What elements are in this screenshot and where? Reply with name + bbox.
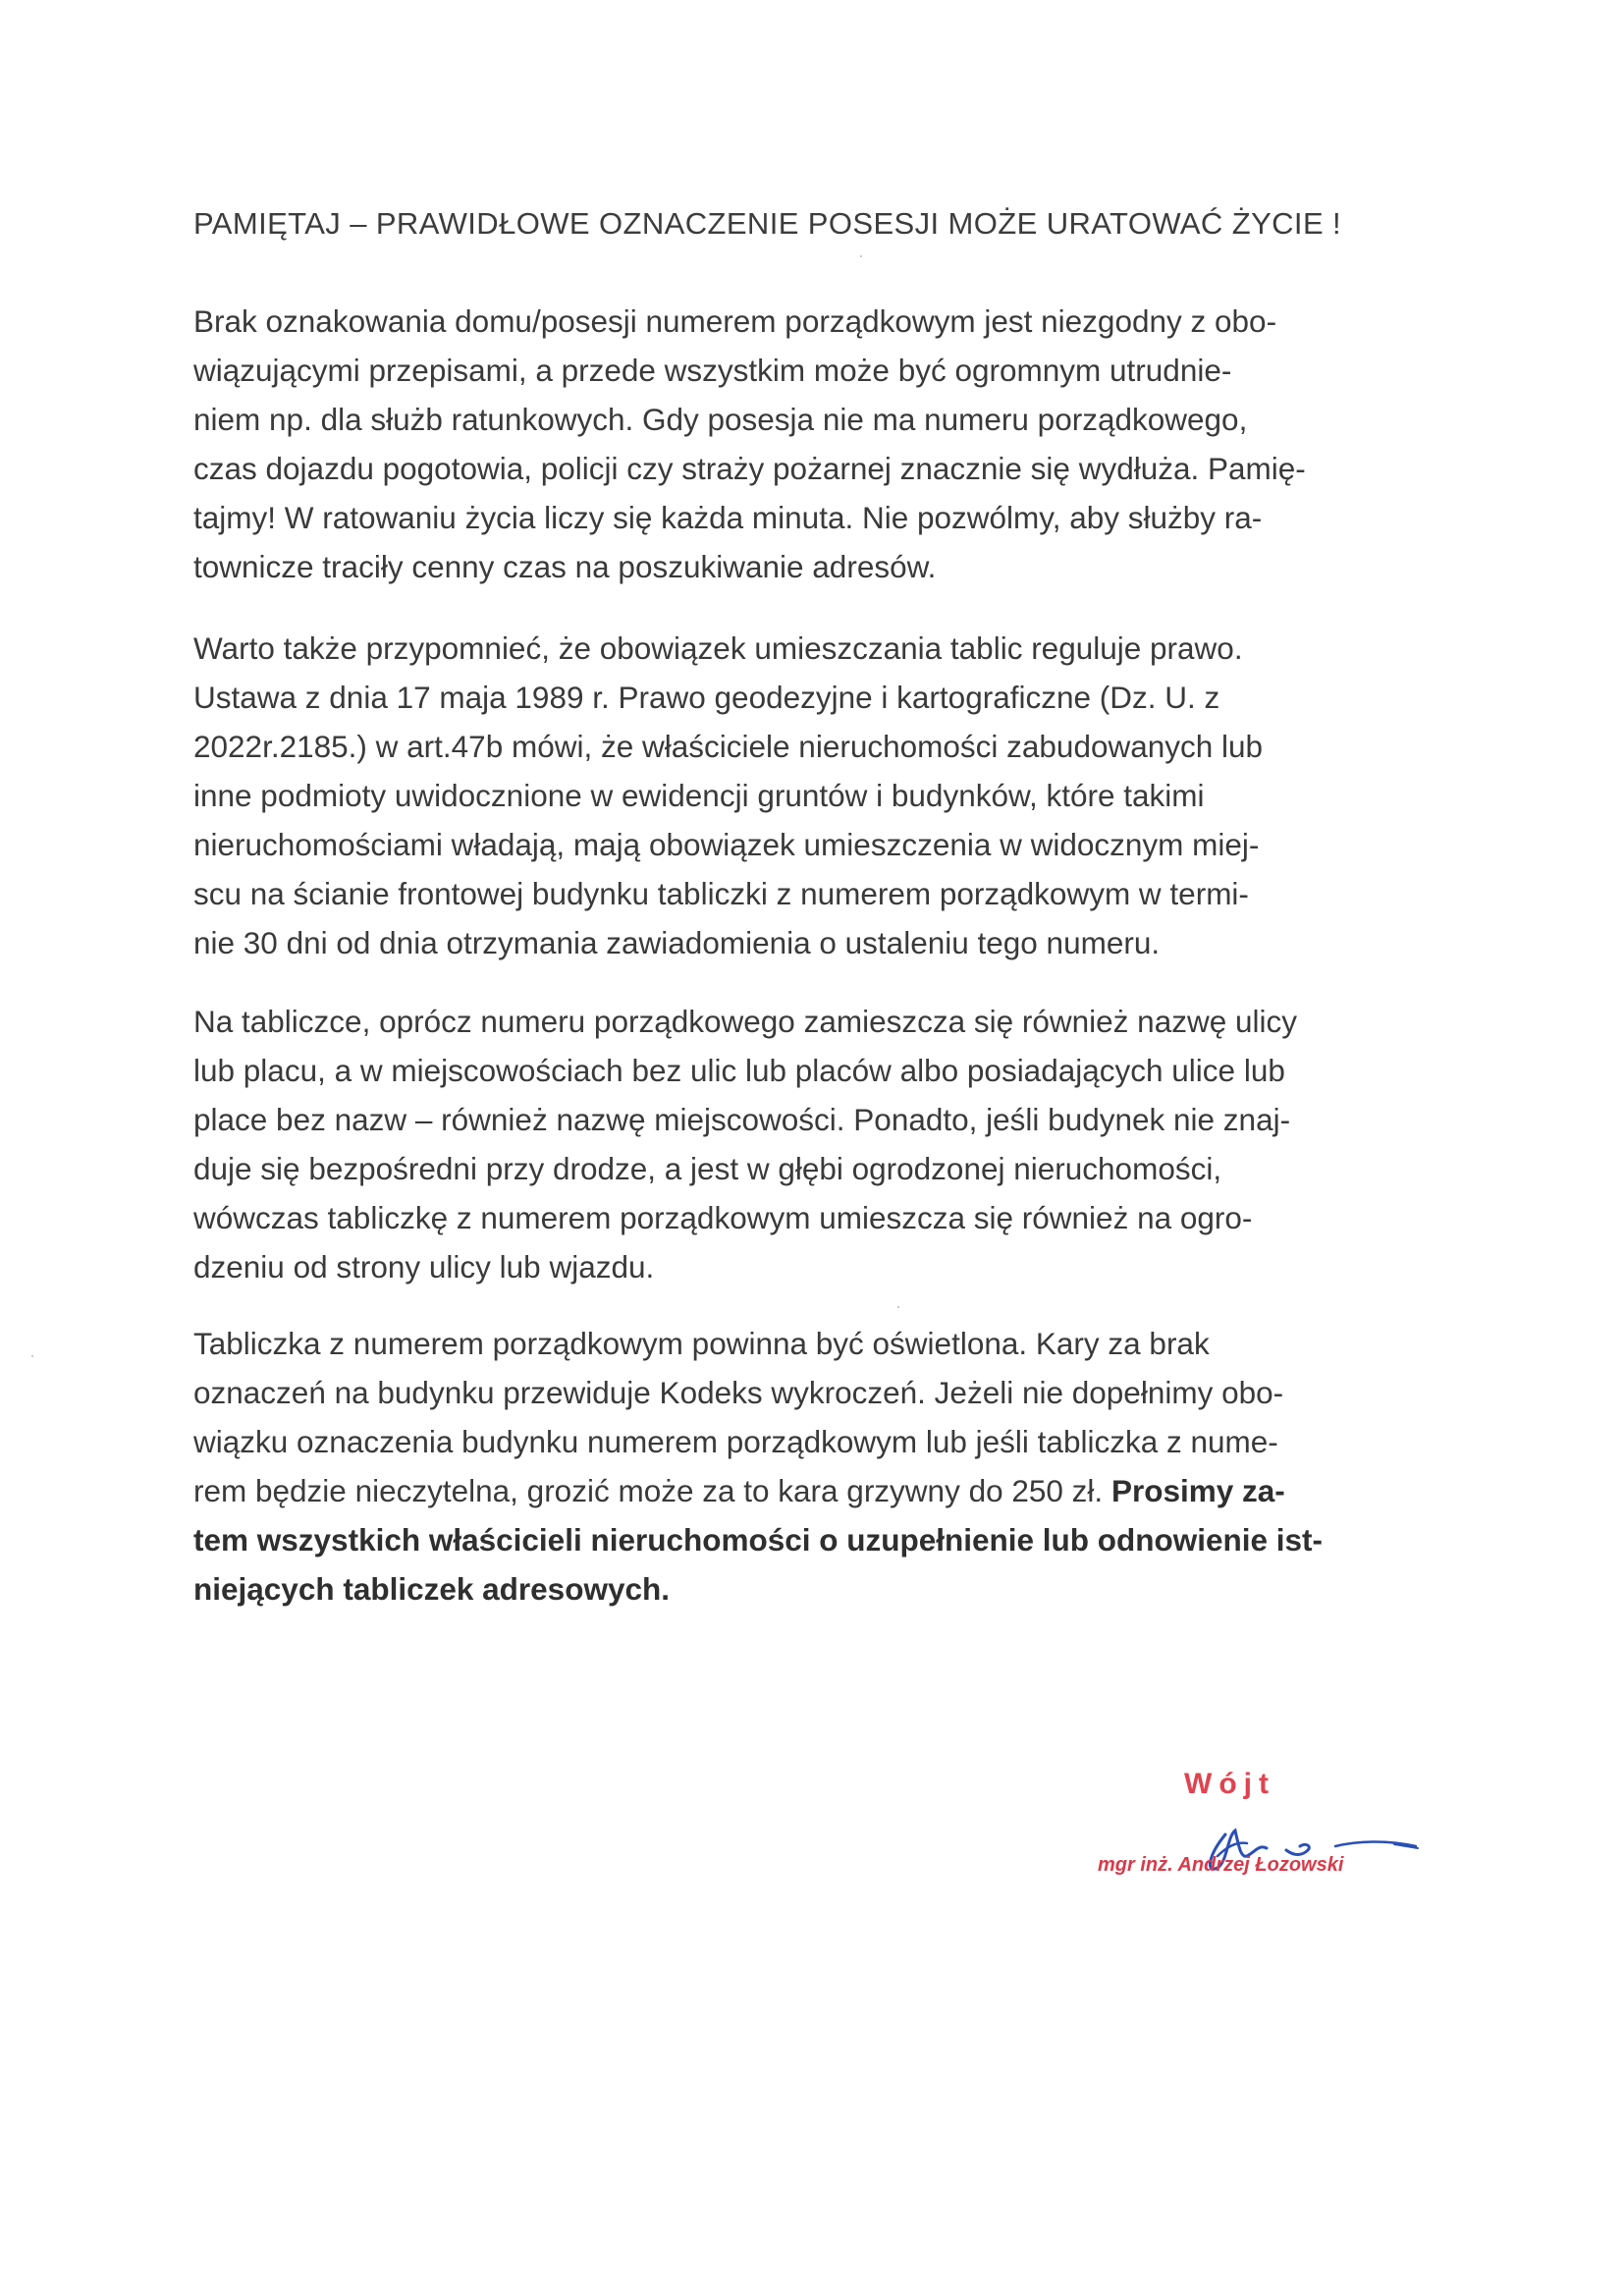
paragraph-3 [193,997,1431,1291]
paragraph-1 [193,297,1431,591]
paragraph-line: wówczas tabliczkę z numerem porządkowym umieszcza się również na ogro- [193,1200,1253,1235]
paragraph-line: inne podmioty uwidocznione w ewidencji gruntów i budynków, które takimi [193,778,1205,813]
paragraph-line: townicze traciły cenny czas na poszukiwanie adresów. [193,549,937,584]
paragraph-line: Warto także przypomnieć, że obowiązek umieszczania tablic reguluje prawo. [193,630,1243,666]
paragraph-line: Ustawa z dnia 17 maja 1989 r. Prawo geodezyjne i kartograficzne (Dz. U. z [193,680,1220,715]
paragraph-line: Na tabliczce, oprócz numeru porządkowego zamieszcza się również nazwę ulicy [193,1004,1298,1039]
paragraph-line: place bez nazw – również nazwę miejscowości. Ponadto, jeśli budynek nie znaj- [193,1102,1291,1137]
paragraph-line: nie 30 dni od dnia otrzymania zawiadomienia o ustaleniu tego numeru. [193,925,1161,960]
paragraph-line: nieruchomościami władają, mają obowiązek umieszczenia w widocznym miej- [193,827,1260,862]
signature-stamp [1080,1768,1404,1895]
paragraph-line: czas dojazdu pogotowia, policji czy straży pożarnej znacznie się wydłuża. Pamię- [193,451,1306,486]
signature-name: mgr inż. Andrzej Łozowski [1098,1854,1344,1876]
paragraph-line: dzeniu od strony ulicy lub wjazdu. [193,1249,655,1285]
paragraph-line: Tabliczka z numerem porządkowym powinna być oświetlona. Kary za brak [193,1326,1210,1361]
paragraph-line: wiązującymi przepisami, a przede wszystkim może być ogromnym utrudnie- [193,353,1232,388]
paragraph-line: oznaczeń na budynku przewiduje Kodeks wykroczeń. Jeżeli nie dopełnimy obo- [193,1375,1284,1410]
paragraph-line [193,1466,1431,1515]
paragraph-line: scu na ścianie frontowej budynku tabliczki z numerem porządkowym w termi- [193,876,1249,911]
signature-title: Wójt [1184,1768,1275,1800]
paragraph-line: 2022r.2185.) w art.47b mówi, że właściciele nieruchomości zabudowanych lub [193,729,1264,764]
paragraph-text: rem będzie nieczytelna, grozić może za to kara grzywny do 250 zł. [193,1473,1104,1508]
appeal-text: Prosimy za- [1110,1473,1285,1508]
paragraph-line: lub placu, a w miejscowościach bez ulic lub placów albo posiadających ulice lub [193,1053,1285,1088]
scan-speck [31,1355,33,1357]
paragraph-line: wiązku oznaczenia budynku numerem porządkowym lub jeśli tabliczka z nume- [193,1424,1278,1459]
paragraph-line: niem np. dla służb ratunkowych. Gdy posesja nie ma numeru porządkowego, [193,402,1248,437]
paragraph-line: Brak oznakowania domu/posesji numerem porządkowym jest niezgodny z obo- [193,303,1277,339]
scan-speck [897,1306,899,1308]
appeal-line: niejących tabliczek adresowych. [193,1571,670,1607]
document-heading: PAMIĘTAJ – PRAWIDŁOWE OZNACZENIE POSESJI MOŻE URATOWAĆ ŻYCIE ! [193,206,1342,241]
appeal-line: tem wszystkich właścicieli nieruchomości o uzupełnienie lub odnowienie ist- [193,1522,1324,1558]
paragraph-line: tajmy! W ratowaniu życia liczy się każda minuta. Nie pozwólmy, aby służby ra- [193,500,1263,535]
paragraph-4 [193,1319,1431,1613]
paragraph-2 [193,624,1431,967]
paragraph-line: duje się bezpośredni przy drodze, a jest w głębi ogrodzonej nieruchomości, [193,1151,1222,1186]
scan-speck [860,255,862,257]
